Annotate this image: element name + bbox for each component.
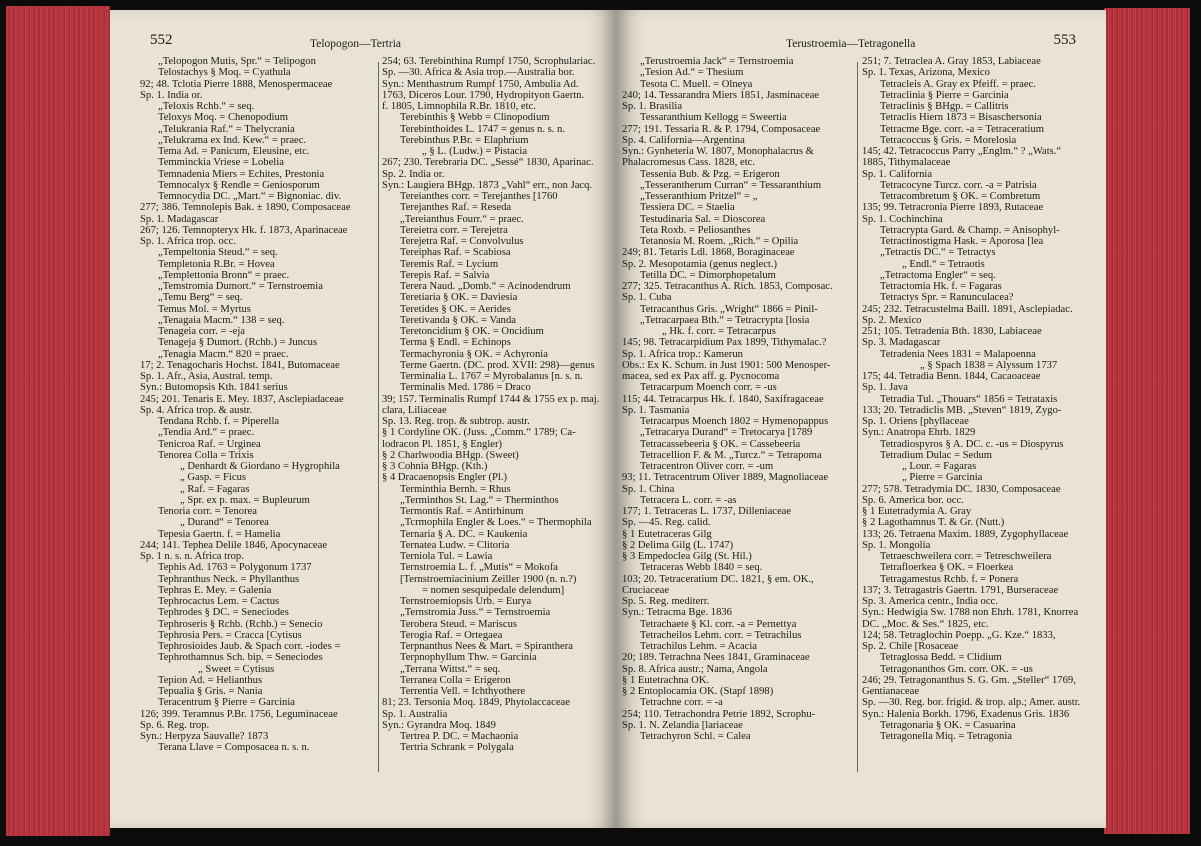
entry-line: 267; 126. Temnopteryx Hk. f. 1873, Aparinaceae — [140, 224, 348, 236]
entry-subline: Temnocalyx § Rendle = Geniosporum — [158, 179, 320, 191]
entry-subline: Tetracocyne Turcz. corr. -a = Patrisia — [880, 179, 1037, 191]
entry-line: Sp. 1. Afr., Asia, Austral. temp. — [140, 371, 273, 382]
entry-subline: Tetracombretum § OK. = Combretum — [880, 191, 1041, 202]
entry-subline: Tertria Schrank = Polygala — [400, 742, 514, 754]
entry-subline: Tenicroa Raf. = Urginea — [158, 438, 261, 450]
entry-subline: „Teloxis Rchb.“ = seq. — [158, 101, 255, 112]
entry-subline: „Tetracarpaea Bth.“ = Tetracrypta [losia — [640, 314, 810, 326]
entry-subline: Terma § Endl. = Echinops — [400, 337, 511, 349]
entry-line: Phalacromesus Cass. 1828, etc. — [622, 157, 755, 169]
entry-line: Sp. 4. California—Argentina — [622, 134, 745, 146]
entry-subline: Tephrodes § DC. = Seneciodes — [158, 607, 289, 619]
entry-subline: „ Hk. f. corr. = Tetracarpus — [662, 326, 776, 337]
entry-subline: Teretiaria § OK. = Daviesia — [400, 292, 518, 304]
entry-line: Sp. 1. N. Zelandia [lariaceae — [622, 719, 743, 731]
entry-subline: Tetracme Bge. corr. -a = Tetraceratium — [880, 123, 1045, 135]
entry-subline: Teretivanda § OK. = Vanda — [400, 314, 516, 326]
entry-subline: „Ternstromia Juss.“ = Ternstroemia — [400, 607, 551, 619]
entry-line: § 2 Delima Gilg (L. 1747) — [622, 539, 734, 551]
text-column — [140, 56, 376, 754]
entry-line: Sp. 1. Cochinchina — [862, 213, 943, 225]
entry-subline: Tertrea P. DC. = Machaonia — [400, 731, 519, 742]
entry-subline: „Temu Berg“ = seq. — [158, 292, 243, 304]
entry-subline: Tetraclis Hiern 1873 = Bisaschersonia — [880, 112, 1042, 124]
entry-subline: Tendana Rchb. f. = Piperella — [158, 416, 280, 427]
entry-subline: „ Raf. = Fagaras — [180, 483, 250, 495]
entry-subline: Tepesia Gaertn. f. = Hamelia — [158, 528, 281, 540]
entry-subline: Tetradium Dulac = Sedum — [880, 449, 993, 461]
entry-subline: Telostachys § Moq. = Cyathula — [158, 67, 291, 79]
entry-line: Sp. 3. Madagascar — [862, 337, 941, 349]
entry-subline: „Terminthos St. Lag.“ = Therminthos — [400, 494, 559, 506]
entry-subline: „Templettonia Bronn“ = praec. — [158, 269, 290, 281]
entry-line: Syn.: Laugiera BHgp. 1873 „Vahl“ err., non Jacq. — [382, 179, 593, 191]
entry-subline: Teretoncidium § OK. = Oncidium — [400, 326, 544, 337]
entry-line: 145; 42. Tetracoccus Parry „Englm.“ ? „Wats.“ — [862, 146, 1062, 157]
entry-subline: Tephroseris § Rchb. (Rchb.) = Senecio — [158, 618, 323, 630]
entry-subline: Tessaranthium Kellogg = Sweertia — [640, 112, 787, 124]
entry-line: 39; 157. Terminalis Rumpf 1744 & 1755 ex p. maj. — [382, 393, 600, 405]
entry-line: Sp. 1. Brasilia — [622, 101, 683, 112]
entry-line: macea, sed ex Pax aff. g. Pycnocoma — [622, 371, 780, 382]
entry-line: 92; 48. Tclotia Pierre 1888, Menospermaceae — [140, 78, 333, 90]
entry-subline: Templetonia R.Br. = Hovea — [158, 258, 275, 270]
entry-subline: Tephrothamnus Sch. bip. = Seneciodes — [158, 652, 323, 664]
entry-line: Cruciaceae — [622, 584, 670, 596]
entry-line: § 4 Dracaenopsis Engler (Pl.) — [382, 472, 508, 484]
entry-subline: Terebinthis § Webb = Clinopodium — [400, 112, 550, 124]
entry-line: 133; 26. Tetraena Maxim. 1889, Zygophyllaceae — [862, 528, 1069, 540]
entry-subline: Tetraceras Webb 1840 = seq. — [640, 562, 763, 574]
entry-line: Sp. 1. Tasmania — [622, 404, 690, 416]
entry-line: lodracon Pl. 1851, § Engler) — [382, 438, 503, 450]
column-divider — [857, 62, 858, 772]
entry-subline: Tereietra corr. = Terejetra — [400, 224, 508, 236]
entry-subline: Tetragonanthos Gm. corr. OK. = -us — [880, 663, 1033, 675]
entry-line: § 1 Eutetraceras Gilg — [622, 528, 712, 540]
entry-subline: Tetragonaria § OK. = Casuarina — [880, 719, 1016, 731]
entry-line: § 3 Empedoclea Gilg (St. Hil.) — [622, 551, 752, 562]
entry-line: 244; 141. Tephea Delile 1846, Apocynaceae — [140, 539, 328, 551]
entry-subline: Tetracarpus Moench 1802 = Hymenopappus — [640, 416, 829, 427]
entry-subline: Terejanthes Raf. = Reseda — [400, 202, 512, 214]
entry-subline: Tetraglossa Bedd. = Clidium — [880, 652, 1002, 664]
entry-subline: Tetrachyron Schl. = Calea — [640, 731, 751, 742]
entry-line: Sp. 6. Reg. trop. — [140, 719, 210, 731]
entry-subline: „Terrana Wittst.“ = seq. — [400, 663, 501, 675]
entry-subline: „Terustroemia Jack“ = Ternstroemia — [640, 56, 794, 67]
entry-line: Sp. 1. Java — [862, 382, 908, 394]
entry-line: 277; 386. Temnolepis Bak. ± 1890, Composaceae — [140, 202, 351, 214]
entry-line: Sp. 2. Chile [Rosaceae — [862, 641, 959, 652]
entry-subline: Tetracellion F. & M. „Turcz.“ = Tetrapoma — [640, 449, 822, 461]
entry-line: Sp. 5. Reg. mediterr. — [622, 596, 710, 607]
entry-subline: Tetragonella Miq. = Tetragonia — [880, 731, 1012, 742]
entry-subline: „Telopogon Mutis, Spr.“ = Telipogon — [158, 56, 316, 67]
entry-subline: Tetracrypta Gard. & Champ. = Anisophyl- — [880, 224, 1060, 236]
entry-line: Sp. 1. Mongolia — [862, 539, 931, 551]
entry-line: § 3 Cohnia BHgp. (Kth.) — [382, 461, 488, 472]
entry-subline: „ Lour. = Fagaras — [902, 461, 977, 472]
entry-line: § 2 Entoplocamia OK. (Stapf 1898) — [622, 686, 774, 697]
entry-subline: „Tendia Ard.“ = praec. — [158, 427, 255, 439]
entry-line: 240; 14. Tessarandra Miers 1851, Jasminaceae — [622, 89, 820, 101]
entry-subline: Teracentrum § Pierre = Garcinia — [158, 697, 295, 709]
entry-subline: Tereiphas Raf. = Scabiosa — [400, 247, 511, 259]
entry-line: Sp. —45. Reg. calid. — [622, 517, 711, 529]
running-head: Telopogon—Tertria — [310, 38, 402, 50]
entry-line: 249; 81. Tetaris Ldl. 1868, Boraginaceae — [622, 247, 795, 259]
entry-line: Syn.: Anatropa Ehrb. 1829 — [862, 427, 976, 439]
entry-subline: Tenorea Colla = Trixis — [158, 449, 254, 461]
entry-subline: Tephras E. Mey. = Galenia — [158, 584, 272, 596]
entry-line: 254; 63. Terebinthina Rumpf 1750, Scrophulariac. — [382, 56, 596, 67]
entry-line: Sp. 2. India or. — [382, 168, 445, 180]
entry-subline: Tetracanthus Gris. „Wright“ 1866 = Pinil- — [640, 303, 818, 315]
entry-subline: Terogia Raf. = Ortegaea — [400, 629, 503, 641]
entry-line: Syn.: Gyrandra Moq. 1849 — [382, 719, 496, 731]
entry-line: Sp. 1. California — [862, 168, 933, 180]
entry-subline: Tetractinostigma Hask. = Aporosa [lea — [880, 236, 1044, 247]
entry-line: 124; 58. Tetraglochin Poepp. „G. Kze.“ 1833, — [862, 629, 1056, 641]
entry-subline: Tetraclinia § Pierre = Garcinia — [880, 89, 1009, 101]
entry-line: Sp. 1. Australia — [382, 708, 448, 720]
entry-line: DC. „Moc. & Ses.“ 1825, etc. — [862, 618, 989, 630]
entry-subline: Tetrafloerkea § OK. = Floerkea — [880, 562, 1014, 574]
entry-subline: Tetracassebeeria § OK. = Cassebeeria — [640, 438, 801, 450]
entry-subline: Terme Gaertn. (DC. prod. XVII: 298)—genus — [400, 359, 595, 371]
entry-line: 277; 325. Tetracanthus A. Rich. 1853, Composac. — [622, 281, 833, 292]
entry-subline: Tetrachilus Lehm. = Acacia — [640, 641, 758, 652]
entry-line: 93; 11. Tetracentrum Oliver 1889, Magnoliaceae — [622, 472, 829, 484]
entry-subline: Tenageia corr. = -eja — [158, 326, 245, 337]
entry-line: 254; 110. Tetrachondra Petrie 1892, Scrophu- — [622, 708, 816, 720]
entry-subline: Tetrachaete § Kl. corr. -a = Pernettya — [640, 618, 797, 630]
entry-subline: „Tetracarya Durand“ = Tretocarya [1789 — [640, 427, 813, 439]
entry-line: 103; 20. Tetraceratium DC. 1821, § em. OK., — [622, 573, 814, 585]
entry-line: Syn.: Gynheteria W. 1807, Monophalacrus & — [622, 146, 814, 157]
entry-subline: Ternstroemia L. f. „Mutis“ = Mokofa — [400, 562, 558, 574]
entry-line: Obs.: Ex K. Schum. in Just 1901: 500 Menosper- — [622, 359, 831, 371]
entry-subline: Tetradia Tul. „Thouars“ 1856 = Tetrataxis — [880, 393, 1058, 405]
entry-line: § 1 Eutetradymia A. Gray — [862, 506, 972, 517]
entry-subline: Terrentia Vell. = Ichthyothere — [400, 686, 526, 697]
entry-line: 1885, Tithymalaceae — [862, 157, 951, 169]
entry-line: Sp. 1. Africa trop. occ. — [140, 236, 236, 247]
entry-line: Sp. 1. Texas, Arizona, Mexico — [862, 67, 990, 79]
entry-line: 145; 98. Tetracarpidium Pax 1899, Tithymalac.? — [622, 337, 827, 349]
entry-line: 245; 201. Tenaris E. Mey. 1837, Asclepiadaceae — [140, 393, 344, 405]
entry-subline: Temus Mol. = Myrtus — [158, 303, 251, 315]
entry-subline: Terepis Raf. = Salvia — [400, 269, 490, 281]
entry-subline: Tema Ad. = Panicum, Eleusine, etc. — [158, 146, 310, 157]
entry-subline: „Tesserantherum Curran“ = Tessaranthium — [640, 179, 822, 191]
entry-subline: Tetracera L. corr. = -as — [640, 494, 737, 506]
entry-subline: Tephranthus Neck. = Phyllanthus — [158, 573, 300, 585]
entry-subline: Temminckia Vriese = Lobelia — [158, 157, 284, 169]
entry-subline: Terobera Steud. = Mariscus — [400, 618, 518, 630]
entry-subline: „Tetractis DC.“ = Tetractys — [880, 247, 996, 259]
entry-subline: Terana Llave = Composacea n. s. n. — [158, 742, 310, 754]
entry-line: Sp. 1. Oriens [phyllaceae — [862, 416, 969, 427]
entry-subline: „ Spr. ex p. max. = Bupleurum — [180, 494, 310, 506]
entry-line: Sp. 6. America bor. occ. — [862, 494, 964, 506]
entry-line: 246; 29. Tetragonanthus S. G. Gm. „Steller“ 1769, — [862, 674, 1076, 686]
entry-subline: Tetragamestus Rchb. f. = Ponera — [880, 573, 1019, 585]
entry-subline: Terminalis Med. 1786 = Draco — [400, 382, 531, 394]
entry-line: 277; 191. Tessaria R. & P. 1794, Composaceae — [622, 123, 821, 135]
entry-line: 20; 189. Tetrachna Nees 1841, Graminaceae — [622, 652, 810, 664]
entry-line: Sp. 1. India or. — [140, 89, 203, 101]
entry-line: f. 1805, Limnophila R.Br. 1810, etc. — [382, 101, 536, 112]
entry-line: 175; 44. Tetradia Benn. 1844, Cacaoaceae — [862, 371, 1041, 382]
entry-subline: „Tenagia Macm.“ 820 = praec. — [158, 348, 289, 360]
entry-line: 17; 2. Tenagocharis Hochst. 1841, Butomaceae — [140, 359, 340, 371]
entry-line: Sp. 8. Africa austr.; Nama, Angola — [622, 663, 768, 675]
running-head: Terustroemia—Tetragonella — [786, 38, 916, 50]
entry-subline: Teremis Raf. = Lycium — [400, 258, 499, 270]
entry-line: 251; 7. Tetraclea A. Gray 1853, Labiaceae — [862, 56, 1041, 67]
entry-subline: Tetracheilos Lehm. corr. = Tetrachilus — [640, 629, 802, 641]
entry-line: Sp. 2. Mexico — [862, 314, 922, 326]
entry-line: 177; 1. Tetraceras L. 1737, Dilleniaceae — [622, 506, 792, 517]
entry-line: 245; 232. Tetracustelma Baill. 1891, Asclepiadac. — [862, 303, 1073, 315]
entry-line: 126; 399. Teramnus P.Br. 1756, Leguminaceae — [140, 708, 338, 720]
text-column — [382, 56, 614, 754]
entry-line: clara, Liliaceae — [382, 404, 447, 416]
entry-subline: „ § Spach 1838 = Alyssum 1737 — [920, 359, 1058, 371]
entry-line: § 2 Lagothamnus T. & Gr. (Nutt.) — [862, 517, 1005, 529]
left-page — [110, 10, 616, 828]
entry-subline: Tetractys Spr. = Ranunculacea? — [880, 292, 1014, 304]
entry-subline: Terejetra Raf. = Convolvulus — [400, 236, 524, 247]
entry-line: Syn.: Halenia Borkh. 1796, Exadenus Gris. 1836 — [862, 708, 1070, 720]
entry-subline: = nomen sesquipedale delendum] — [422, 584, 565, 596]
entry-subline: [Ternstroemiacinium Zeiller 1900 (n. n.?) — [400, 573, 577, 585]
entry-subline: Tephrocactus Lem. = Cactus — [158, 596, 280, 607]
entry-subline: Tenoria corr. = Tenorea — [158, 506, 258, 517]
entry-subline: „Tcrmophila Engler & Loes.“ = Thermophila — [400, 517, 592, 529]
entry-line: Sp. 4. Africa trop. & austr. — [140, 404, 253, 416]
entry-subline: „ Sweet = Cytisus — [198, 663, 275, 675]
entry-subline: Ternstroemiopsis Urb. = Eurya — [400, 596, 532, 607]
entry-subline: Ternaria § A. DC. = Kaukenia — [400, 528, 528, 540]
entry-subline: Terranea Colla = Erigeron — [400, 674, 511, 686]
entry-line: § 1 Eutetrachna OK. — [622, 674, 710, 686]
entry-subline: „Temstromia Dumort.“ = Ternstroemia — [158, 281, 323, 292]
entry-subline: „ § L. (Ludw.) = Pistacia — [422, 146, 528, 157]
entry-subline: Teloxys Moq. = Chenopodium — [158, 112, 289, 124]
entry-line: 1763, Diceros Lour. 1790, Hydropityon Gaertn. — [382, 89, 585, 101]
entry-line: Sp. 3. America centr., India occ. — [862, 596, 998, 607]
entry-subline: Tessenia Bub. & Pzg. = Erigeron — [640, 168, 780, 180]
text-column — [622, 56, 854, 742]
entry-line: Syn.: Herpyza Sauvalle? 1873 — [140, 731, 269, 742]
entry-subline: Tepualia § Gris. = Nania — [158, 686, 263, 697]
entry-line: Sp. 13. Reg. trop. & subtrop. austr. — [382, 416, 530, 427]
entry-line: Sp. 1. China — [622, 483, 675, 495]
page-edges-right — [1104, 8, 1190, 834]
entry-subline: Tenageja § Dumort. (Rchb.) = Juncus — [158, 337, 318, 349]
entry-line: Syn.: Tetracma Bge. 1836 — [622, 607, 732, 619]
entry-subline: Ternatea Ludw. = Clitoria — [400, 539, 510, 551]
entry-subline: „ Pierre = Garcinia — [902, 472, 983, 484]
entry-line: Syn.: Hedwigia Sw. 1788 non Ehrh. 1781, Knorrea — [862, 607, 1079, 619]
entry-subline: „Telukrania Raf.“ = Thelycrania — [158, 123, 295, 135]
entry-line: Sp. 1. Cuba — [622, 292, 672, 304]
entry-subline: Terminalia L. 1767 = Myrobalanus [n. s. n. — [400, 371, 583, 382]
entry-line: 267; 230. Terebraria DC. „Sessé“ 1830, Aparinac. — [382, 157, 594, 169]
entry-line: 137; 3. Tetragastris Gaertn. 1791, Burseraceae — [862, 584, 1059, 596]
entry-subline: Terebinthus P.Br. = Elaphrium — [400, 134, 529, 146]
entry-subline: Tetradenia Nees 1831 = Malapoenna — [880, 348, 1036, 360]
entry-subline: „Tetractoma Engler“ = seq. — [880, 269, 996, 281]
entry-subline: Tetradiospyros § A. DC. c. -us = Diospyrus — [880, 438, 1064, 450]
entry-line: Syn.: Butomopsis Kth. 1841 serius — [140, 382, 288, 394]
page-edges-left — [6, 6, 110, 836]
entry-subline: Termontis Raf. = Antirhinum — [400, 506, 524, 517]
entry-subline: Terebinthoides L. 1747 = genus n. s. n. — [400, 123, 565, 135]
entry-line: 277; 578. Tetradymia DC. 1830, Composaceae — [862, 483, 1061, 495]
entry-subline: Terera Naud. „Domb.“ = Acinodendrum — [400, 281, 571, 292]
column-divider — [378, 62, 379, 772]
entry-subline: Tephrosioides Jaub. & Spach corr. -iodes = — [158, 641, 341, 652]
entry-subline: Tetractomia Hk. f. = Fagaras — [880, 281, 1002, 292]
entry-line: Sp. 2. Mesopotamia (genus neglect.) — [622, 258, 778, 270]
entry-subline: Teretides § OK. = Aerides — [400, 303, 511, 315]
text-column — [862, 56, 1094, 742]
entry-line: Sp. 1. Africa trop.: Kamerun — [622, 348, 743, 360]
entry-subline: Teta Roxb. = Peliosanthes — [640, 224, 751, 236]
entry-subline: Tetracleis A. Gray ex Pfeiff. = praec. — [880, 78, 1036, 90]
entry-line: Sp. —30. Reg. bor. frigid. & trop. alp.; Amer. austr. — [862, 697, 1081, 709]
entry-subline: Termachyronia § OK. = Achyronia — [400, 348, 548, 360]
entry-subline: „Tesseranthium Pritzel“ = „ — [640, 191, 758, 202]
entry-subline: „ Denhardt & Giordano = Hygrophila — [180, 461, 340, 472]
entry-line: 135; 99. Tetracronia Pierre 1893, Rutaceae — [862, 202, 1044, 214]
entry-subline: Terpnanthus Nees & Mart. = Spiranthera — [400, 641, 573, 652]
entry-subline: Tetilla DC. = Dimorphopetalum — [640, 269, 776, 281]
entry-subline: Tephis Ad. 1763 = Polygonum 1737 — [158, 562, 312, 574]
entry-line: § 2 Charlwoodia BHgp. (Sweet) — [382, 449, 519, 461]
entry-line: 115; 44. Tetracarpus Hk. f. 1840, Saxifragaceae — [622, 393, 824, 405]
entry-line: Syn.: Menthastrum Rumpf 1750, Ambulia Ad. — [382, 78, 579, 90]
entry-subline: Tessiera DC. = Staelia — [640, 202, 735, 214]
entry-subline: Testudinaria Sal. = Dioscorea — [640, 213, 766, 225]
entry-subline: „Tesion Ad.“ = Thesium — [640, 67, 744, 79]
entry-line: 251; 105. Tetradenia Bth. 1830, Labiaceae — [862, 326, 1042, 337]
entry-subline: Tetracoccus § Gris. = Morelosia — [880, 134, 1017, 146]
entry-subline: Temnadenia Miers = Echites, Prestonia — [158, 168, 325, 180]
entry-subline: „ Gasp. = Ficus — [180, 472, 246, 484]
entry-subline: Terpnophyllum Thw. = Garcinia — [400, 652, 537, 664]
entry-subline: „ Endl.“ = Tetraotis — [902, 258, 985, 270]
entry-subline: Tetracarpum Moench corr. = -us — [640, 382, 777, 394]
entry-subline: Tephrosia Pers. = Cracca [Cytisus — [158, 629, 302, 641]
page-number: 553 — [1053, 32, 1076, 48]
entry-subline: „Telukrama ex Ind. Kew.“ = praec. — [158, 134, 307, 146]
entry-subline: Terminthia Bernh. = Rhus — [400, 483, 511, 495]
entry-line: Sp. —30. Africa & Asia trop.—Australia bor. — [382, 67, 575, 79]
entry-subline: Temnocydia DC. „Mart.“ = Bignoniac. div. — [158, 191, 342, 202]
entry-subline: Tetanosia M. Roem. „Rich.“ = Opilia — [640, 236, 799, 247]
entry-subline: Tepion Ad. = Helianthus — [158, 674, 263, 686]
entry-subline: Tereianthes corr. = Terejanthes [1760 — [400, 191, 558, 202]
entry-subline: Terniola Tul. = Lawia — [400, 551, 493, 562]
entry-line: Gentianaceae — [862, 686, 920, 697]
entry-subline: Tetraclinis § BHgp. = Callitris — [880, 101, 1009, 112]
entry-subline: Tetraeschweilera corr. = Tetreschweilera — [880, 551, 1052, 562]
page-number: 552 — [150, 32, 173, 48]
entry-subline: Tesota C. Muell. = Olneya — [640, 78, 753, 90]
entry-line: 133; 20. Tetradiclis MB. „Steven“ 1819, Zygo- — [862, 404, 1062, 416]
entry-subline: Tetrachne corr. = -a — [640, 697, 723, 709]
entry-line: 81; 23. Tersonia Moq. 1849, Phytolaccaceae — [382, 697, 570, 709]
right-page — [616, 10, 1106, 828]
entry-line: § 1 Cordyline OK. (Juss. „Comm.“ 1789; Ca- — [382, 427, 576, 439]
entry-subline: „ Durand“ = Tenorea — [180, 517, 269, 529]
entry-subline: „Tempeltonia Steud.“ = seq. — [158, 247, 278, 259]
entry-subline: Tetracentron Oliver corr. = -um — [640, 461, 774, 472]
entry-line: Sp. 1 n. s. n. Africa trop. — [140, 551, 244, 562]
entry-subline: „Tereianthus Fourr.“ = praec. — [400, 213, 524, 225]
entry-subline: „Tenagaia Macm.“ 138 = seq. — [158, 314, 285, 326]
entry-line: Sp. 1. Madagascar — [140, 213, 219, 225]
